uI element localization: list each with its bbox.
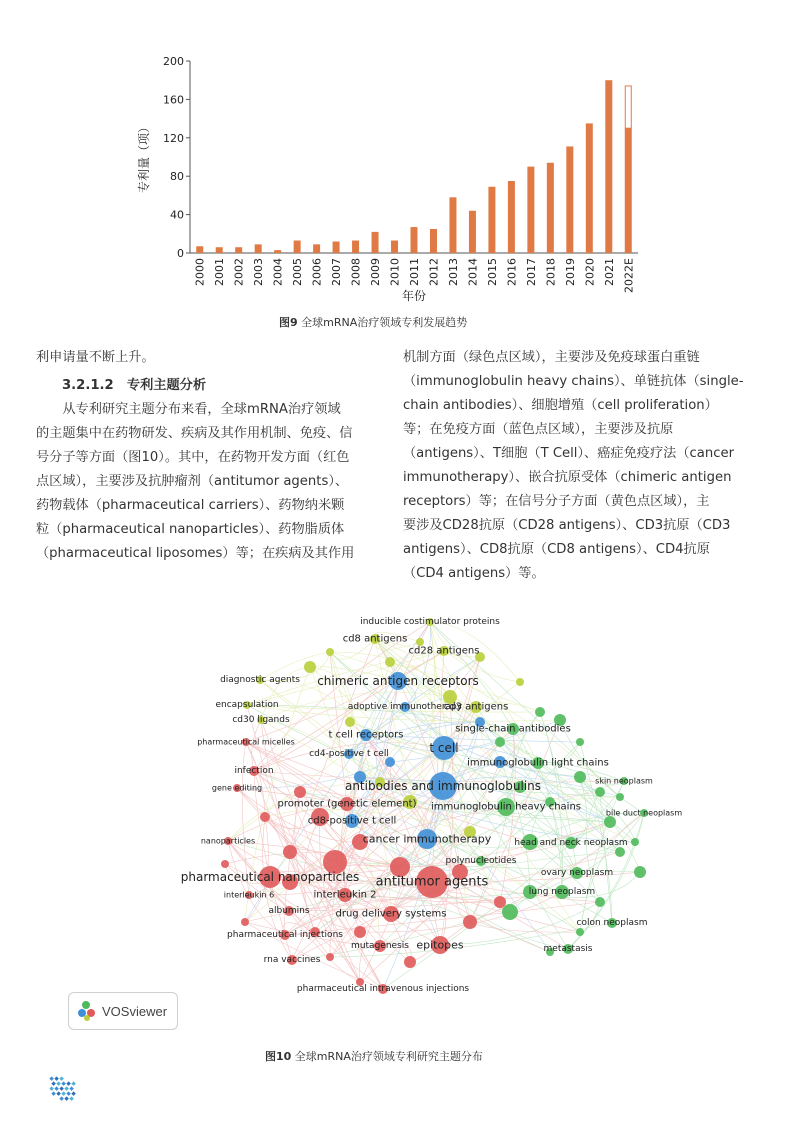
network-node-label: pharmaceutical injections	[227, 930, 343, 940]
x-tick-label: 2011	[408, 258, 421, 286]
x-tick-label: 2002	[232, 258, 246, 286]
right-line: 等；在免疫方面（蓝色点区域），主要涉及抗原	[403, 422, 674, 437]
network-node	[294, 786, 306, 798]
logo-dot	[69, 1086, 74, 1091]
figure-9-label: 图9	[279, 316, 298, 329]
network-node	[354, 926, 366, 938]
network-node	[595, 787, 605, 797]
network-node-label: cd8-positive t cell	[307, 815, 397, 827]
right-line: （immunoglobulin heavy chains）、单链抗体（single-	[403, 374, 744, 389]
vosviewer-badge	[68, 992, 178, 1030]
logo-dot	[59, 1086, 64, 1091]
bar-2010	[391, 241, 398, 253]
bar-2011	[411, 227, 418, 253]
right-line: （CD4 antigens）等。	[403, 566, 545, 581]
left-line: 号分子等方面（图10）。其中，在药物开发方面（红色	[36, 450, 350, 465]
bar-projected-2022E	[625, 86, 631, 128]
logo-dot	[59, 1096, 64, 1101]
network-edge	[289, 911, 360, 982]
network-node-label: lung neoplasm	[528, 887, 596, 897]
network-node-label: cd4-positive t cell	[309, 749, 389, 759]
network-node-label: epitopes	[416, 938, 464, 952]
network-node-label: diagnostic agents	[220, 675, 300, 685]
network-node-label: drug delivery systems	[335, 908, 447, 920]
x-tick-label: 2006	[310, 258, 324, 286]
publisher-logo-icon	[46, 1074, 76, 1102]
network-node-label: cd30 ligands	[232, 715, 290, 725]
x-tick-label: 2017	[524, 258, 538, 286]
network-node-label: promoter (genetic element)	[277, 798, 417, 810]
network-node	[595, 897, 605, 907]
y-tick-label: 120	[163, 131, 184, 145]
network-node-label: infection	[234, 766, 274, 776]
x-tick-label: 2008	[349, 258, 363, 286]
network-node-label: pharmaceutical nanoparticles	[180, 870, 360, 884]
bar-2020	[586, 123, 593, 253]
right-line: （antigens）、T细胞（T Cell）、癌症免疫疗法（cancer	[403, 446, 735, 461]
x-axis-title: 年份	[401, 289, 427, 303]
bar-2002	[235, 247, 242, 253]
bar-2006	[313, 244, 320, 253]
network-node	[604, 816, 616, 828]
network-node	[241, 918, 249, 926]
network-node-label: albumins	[268, 906, 310, 916]
x-tick-label: 2009	[369, 258, 383, 286]
network-node-label: cd28 antigens	[408, 645, 480, 657]
figure-10-caption	[265, 1048, 483, 1064]
left-line: 从专利研究主题分布来看，全球mRNA治疗领域	[36, 402, 341, 417]
network-node-label: cd3 antigens	[443, 701, 509, 713]
y-tick-label: 40	[170, 208, 184, 222]
x-tick-label: 2003	[252, 258, 266, 286]
network-node	[615, 847, 625, 857]
network-node-label: pharmaceutical intravenous injections	[296, 984, 470, 994]
network-node	[260, 812, 270, 822]
left-line: （pharmaceutical liposomes）等；在疾病及其作用	[36, 546, 355, 561]
x-tick-label: 2012	[427, 258, 441, 286]
y-axis-title: 专利量（项）	[137, 120, 151, 194]
y-tick-label: 160	[163, 93, 184, 107]
network-node-label: adoptive immunotherapy	[347, 702, 463, 712]
network-node-label: antibodies and immunoglobulins	[344, 779, 542, 793]
right-line: receptors）等；在信号分子方面（黄色点区域），主	[403, 494, 710, 509]
network-node	[326, 648, 334, 656]
x-tick-label: 2007	[330, 258, 344, 286]
logo-dot	[71, 1091, 76, 1096]
bar-2001	[216, 247, 223, 253]
logo-dot	[56, 1091, 61, 1096]
bar-2017	[527, 167, 534, 253]
network-node	[494, 896, 506, 908]
y-tick-label: 80	[170, 170, 184, 184]
left-paragraph-end: 利申请量不断上升。	[36, 350, 155, 365]
network-node-label: immunoglobulin light chains	[467, 757, 609, 769]
logo-dot	[71, 1081, 76, 1086]
right-text-column	[403, 346, 743, 586]
patent-trend-bar-chart	[120, 48, 660, 308]
logo-dot	[66, 1091, 71, 1096]
network-node-label: t cell receptors	[328, 729, 404, 741]
network-node-label: metastasis	[543, 944, 593, 954]
bar-2013	[449, 197, 456, 253]
network-node-label: polynucleotides	[445, 856, 517, 866]
x-tick-label: 2001	[213, 258, 227, 286]
figure-10-title: 全球mRNA治疗领域专利研究主题分布	[291, 1050, 483, 1063]
bar-2019	[566, 146, 573, 253]
network-node	[631, 838, 639, 846]
bar-2022E	[625, 128, 632, 253]
logo-dot	[61, 1091, 66, 1096]
network-node	[576, 928, 584, 936]
logo-dot	[54, 1086, 59, 1091]
logo-dot	[64, 1086, 69, 1091]
network-node	[634, 866, 646, 878]
left-line: 粒（pharmaceutical nanoparticles）、药物脂质体	[36, 522, 345, 537]
network-node-label: inducible costimulator proteins	[360, 617, 500, 627]
section-heading: 3.2.1.2 专利主题分析	[62, 378, 207, 393]
bar-2018	[547, 163, 554, 253]
network-node-label: immunoglobulin heavy chains	[431, 801, 581, 813]
topic-network-map	[60, 602, 730, 1042]
bar-2005	[294, 241, 301, 253]
bar-2014	[469, 211, 476, 253]
right-line: chain antibodies）、细胞增殖（cell proliferation）	[403, 398, 718, 413]
network-node-label: interleukin 6	[223, 890, 275, 900]
logo-dot	[64, 1096, 69, 1101]
network-node	[616, 793, 624, 801]
network-node	[345, 717, 355, 727]
network-node	[221, 860, 229, 868]
logo-dot	[54, 1076, 59, 1081]
logo-dot	[61, 1081, 66, 1086]
left-line: 的主题集中在药物研发、疾病及其作用机制、免疫、信	[36, 426, 353, 441]
network-node	[576, 738, 584, 746]
network-node-label: gene editing	[211, 783, 263, 793]
x-tick-label: 2018	[544, 258, 558, 286]
x-tick-label: 2013	[446, 258, 460, 286]
network-node	[463, 915, 477, 929]
network-node	[516, 678, 524, 686]
right-line: antigens）、CD8抗原（CD8 antigens）、CD4抗原	[403, 542, 710, 557]
bar-2021	[605, 80, 612, 253]
network-node-label: encapsulation	[215, 700, 279, 710]
figure-9-title: 全球mRNA治疗领域专利发展趋势	[297, 316, 468, 329]
logo-dot	[69, 1096, 74, 1101]
network-node	[502, 904, 518, 920]
network-node-label: mutagenesis	[351, 941, 409, 951]
logo-dot	[66, 1081, 71, 1086]
network-node-label: nanoparticles	[200, 836, 256, 846]
y-tick-label: 200	[163, 55, 184, 68]
x-tick-label: 2020	[583, 258, 597, 286]
x-tick-label: 2022E	[622, 258, 636, 293]
x-tick-label: 2015	[485, 258, 499, 286]
x-tick-label: 2000	[193, 258, 207, 286]
network-node	[495, 737, 505, 747]
y-tick-label: 0	[177, 247, 184, 260]
bar-2003	[255, 244, 262, 253]
network-node-label: pharmaceutical micelles	[197, 737, 295, 747]
network-node-label: interleukin 2	[313, 889, 377, 901]
figure-10-label: 图10	[265, 1050, 292, 1063]
bar-2008	[352, 241, 359, 253]
network-node-label: colon neoplasm	[576, 918, 648, 928]
network-node-label: t cell	[429, 741, 459, 755]
left-text-column	[36, 346, 376, 566]
bar-2012	[430, 229, 437, 253]
logo-dot	[49, 1076, 54, 1081]
figure-9-caption	[279, 314, 467, 330]
network-node-label: skin neoplasm	[595, 776, 653, 786]
x-tick-label: 2004	[271, 258, 285, 286]
logo-dot	[56, 1081, 61, 1086]
bar-2000	[196, 246, 203, 253]
x-tick-label: 2014	[466, 258, 480, 286]
bar-2016	[508, 181, 515, 253]
x-tick-label: 2005	[291, 258, 305, 286]
network-node	[385, 657, 395, 667]
network-node	[574, 771, 586, 783]
x-tick-label: 2021	[602, 258, 616, 286]
right-line: immunotherapy）、嵌合抗原受体（chimeric antigen	[403, 470, 732, 485]
right-line: 要涉及CD28抗原（CD28 antigens）、CD3抗原（CD3	[403, 518, 731, 533]
network-node-label: head and neck neoplasm	[514, 838, 628, 848]
network-node-label: rna vaccines	[263, 955, 321, 965]
network-node-label: chimeric antigen receptors	[317, 674, 479, 688]
network-node-label: cancer immunotherapy	[362, 832, 492, 846]
left-line: 药物载体（pharmaceutical carriers）、药物纳米颗	[36, 498, 345, 513]
network-node	[304, 661, 316, 673]
right-line: 机制方面（绿色点区域），主要涉及免疫球蛋白重链	[403, 350, 700, 365]
network-node-label: cd8 antigens	[342, 633, 408, 645]
vosviewer-label: VOSviewer	[102, 1003, 168, 1019]
network-node-label: single-chain antibodies	[455, 723, 571, 735]
left-line: 点区域），主要涉及抗肿瘤剂（antitumor agents）、	[36, 474, 349, 489]
logo-dot	[59, 1076, 64, 1081]
x-tick-label: 2016	[505, 258, 519, 286]
logo-dot	[49, 1086, 54, 1091]
network-node	[326, 953, 334, 961]
network-node	[283, 845, 297, 859]
logo-dot	[51, 1081, 56, 1086]
network-node-label: bile duct neoplasm	[605, 808, 683, 818]
network-node-label: antitumor agents	[375, 874, 489, 890]
bar-2009	[372, 232, 379, 253]
x-tick-label: 2010	[388, 258, 402, 286]
network-node-label: ovary neoplasm	[540, 868, 614, 878]
bar-2004	[274, 250, 281, 253]
x-tick-label: 2019	[563, 258, 577, 286]
logo-dot	[51, 1091, 56, 1096]
network-edge	[228, 841, 285, 935]
bar-2015	[488, 187, 495, 253]
network-node	[535, 707, 545, 717]
vosviewer-logo-icon	[77, 1000, 97, 1022]
network-node	[404, 956, 416, 968]
bar-2007	[333, 241, 340, 253]
